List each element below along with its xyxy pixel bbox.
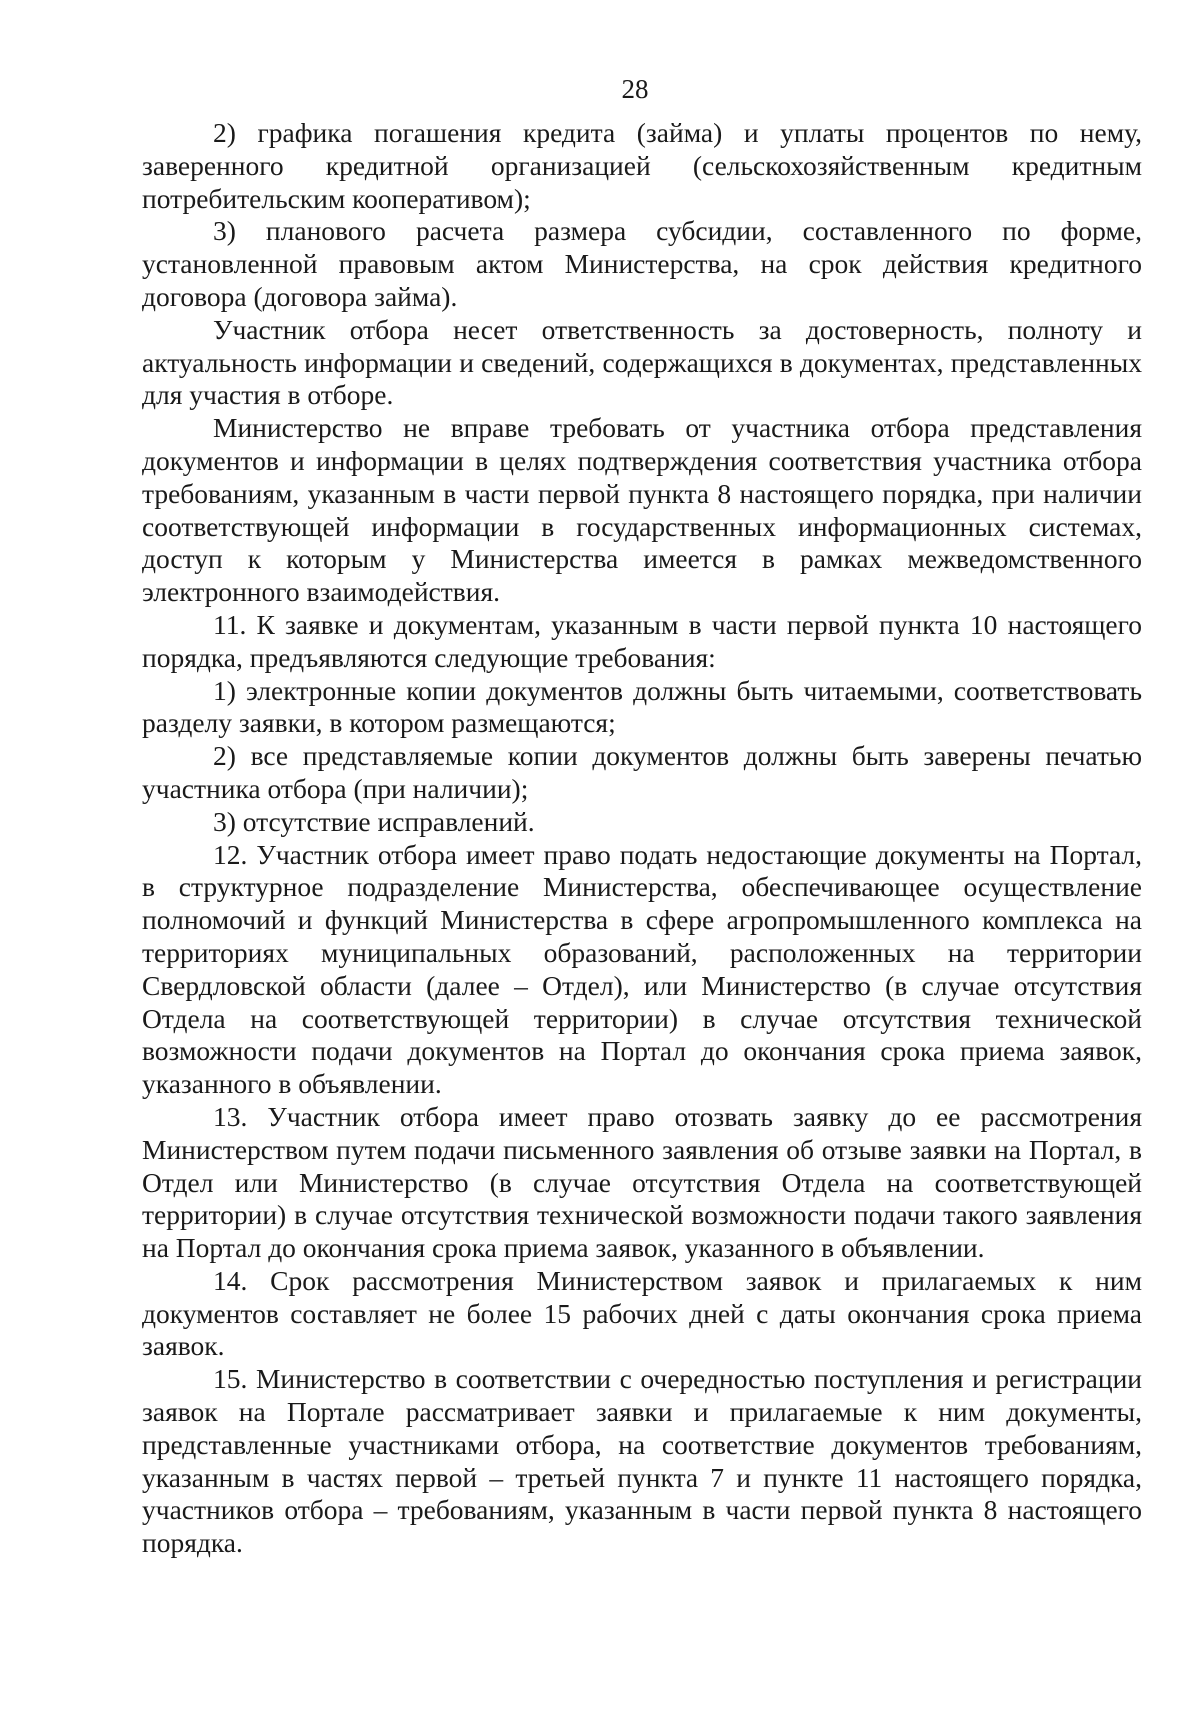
- paragraph-requirement-1: 1) электронные копии документов должны быть читаемыми, соответствовать разделу заявки, в котором размещаются;: [142, 674, 1142, 739]
- paragraph-schedule: 2) графика погашения кредита (займа) и уплаты процентов по нему, заверенного кредитной организацией (сельскохозяйственным кредитным потребительским кооперативом);: [142, 117, 1142, 214]
- paragraph-item-11: 11. К заявке и документам, указанным в части первой пункта 10 настоящего порядка, предъявляются следующие требования:: [142, 608, 1142, 673]
- paragraph-planned-calculation: 3) планового расчета размера субсидии, составленного по форме, установленной правовым актом Министерства, на срок действия кредитного договора (договора займа).: [142, 215, 1142, 312]
- paragraph-item-12: 12. Участник отбора имеет право подать недостающие документы на Портал, в структурное подразделение Министерства, обеспечивающее осуществление полномочий и функций Министерства в сфере агропромышленного комплекса на территориях муниципальных образований, расположенных на территории Свердловской области (далее – Отдел), или Министерство (в случае отсутствия Отдела на соответствующей территории) в случае отсутствия технической возможности подачи документов на Портал до окончания срока приема заявок, указанного в объявлении.: [142, 838, 1142, 1100]
- page-number: 28: [621, 74, 649, 104]
- paragraph-item-14: 14. Срок рассмотрения Министерством заявок и прилагаемых к ним документов составляет не более 15 рабочих дней с даты окончания срока приема заявок.: [142, 1264, 1142, 1362]
- paragraph-item-13: 13. Участник отбора имеет право отозвать заявку до ее рассмотрения Министерством путем подачи письменного заявления об отзыве заявки на Портал, в Отдел или Министерство (в случае отсутствия Отдела на соответствующей территории) в случае отсутствия технической возможности подачи такого заявления на Портал до окончания срока приема заявок, указанного в объявлении.: [142, 1100, 1142, 1264]
- document-body: [142, 117, 1142, 1560]
- paragraph-requirement-2: 2) все представляемые копии документов должны быть заверены печатью участника отбора (при наличии);: [142, 740, 1142, 804]
- paragraph-participant-responsibility: Участник отбора несет ответственность за достоверность, полноту и актуальность информации и сведений, содержащихся в документах, представленных для участия в отборе.: [142, 313, 1142, 411]
- paragraph-item-15: 15. Министерство в соответствии с очередностью поступления и регистрации заявок на Портале рассматривает заявки и прилагаемые к ним документы, представленные участниками отбора, на соответствие документов требованиям, указанным в частях первой – третьей пункта 7 и пункте 11 настоящего порядка, участников отбора – требованиям, указанным в части первой пункта 8 настоящего порядка.: [142, 1363, 1142, 1559]
- paragraph-ministry-not-entitled: Министерство не вправе требовать от участника отбора представления документов и информации в целях подтверждения соответствия участника отбора требованиям, указанным в части первой пункта 8 настоящего порядка, при наличии соответствующей информации в государственных информационных системах, доступ к которым у Министерства имеется в рамках межведомственного электронного взаимодействия.: [142, 412, 1142, 608]
- paragraph-requirement-3: 3) отсутствие исправлений.: [213, 805, 535, 837]
